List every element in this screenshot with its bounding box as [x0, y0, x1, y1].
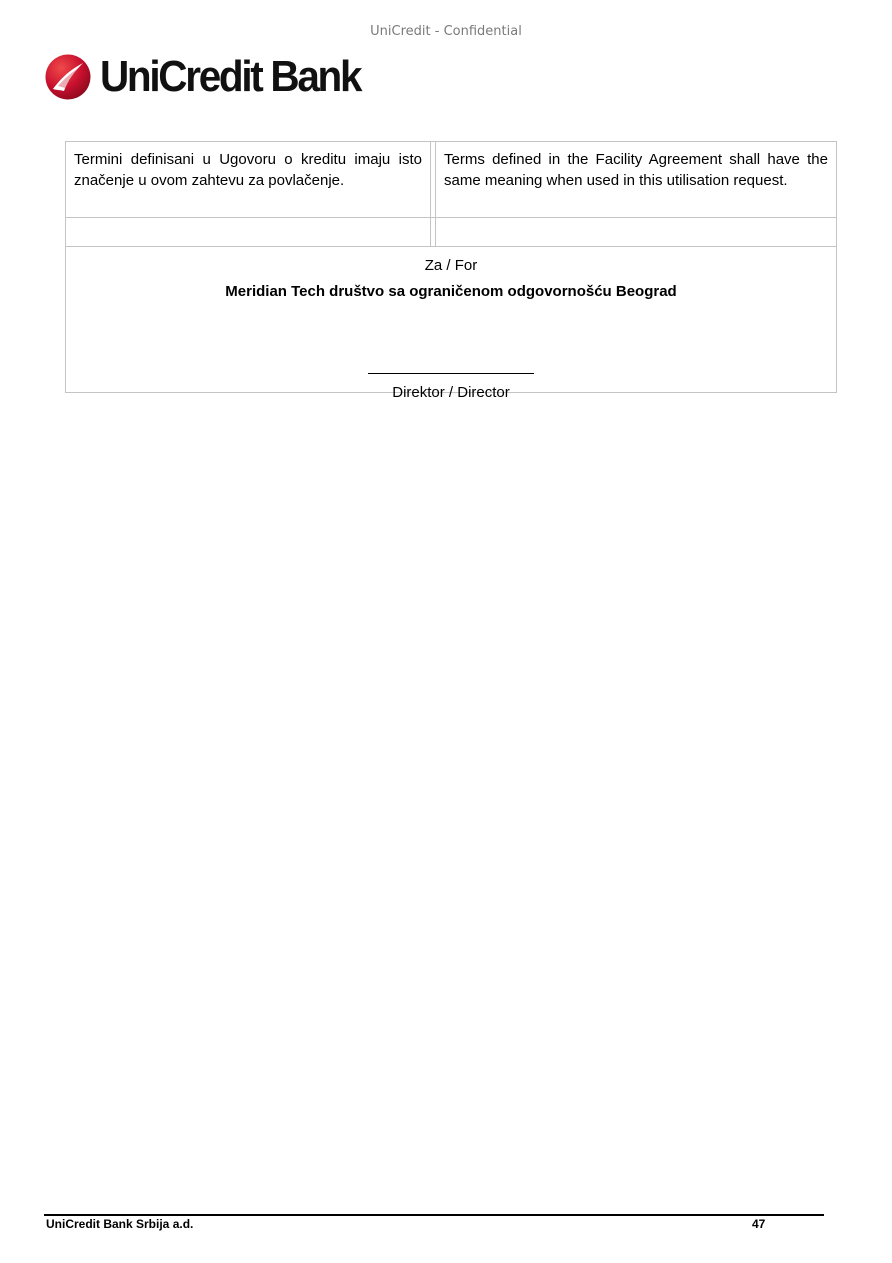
- unicredit-logo-icon: [44, 53, 92, 101]
- signatory-title: Direktor / Director: [392, 384, 510, 401]
- table-row: [66, 142, 837, 218]
- bank-logo: [44, 52, 383, 102]
- page-number: 47: [752, 1217, 766, 1231]
- table-row: [66, 218, 837, 247]
- signature-line: [368, 373, 534, 374]
- logo-wordmark: UniCredit Bank: [100, 52, 361, 101]
- signature-row: [66, 247, 837, 393]
- for-label: Za / For: [424, 257, 478, 274]
- terms-table: [65, 141, 837, 401]
- terms-cell-serbian: Termini definisani u Ugovoru o kreditu imaju isto značenje u ovom zahtevu za povlačenje.: [66, 142, 431, 218]
- footer-company: UniCredit Bank Srbija a.d.: [46, 1217, 194, 1231]
- confidential-header: UniCredit - Confidential: [370, 24, 522, 39]
- company-name: Meridian Tech društvo sa ograničenom odgovornošću Beograd: [225, 283, 677, 300]
- footer-divider: [44, 1214, 824, 1216]
- terms-cell-english: Terms defined in the Facility Agreement shall have the same meaning when used in this utilisation request.: [436, 142, 837, 218]
- signature-block: [66, 247, 837, 401]
- empty-cell: [66, 218, 431, 247]
- empty-cell: [436, 218, 837, 247]
